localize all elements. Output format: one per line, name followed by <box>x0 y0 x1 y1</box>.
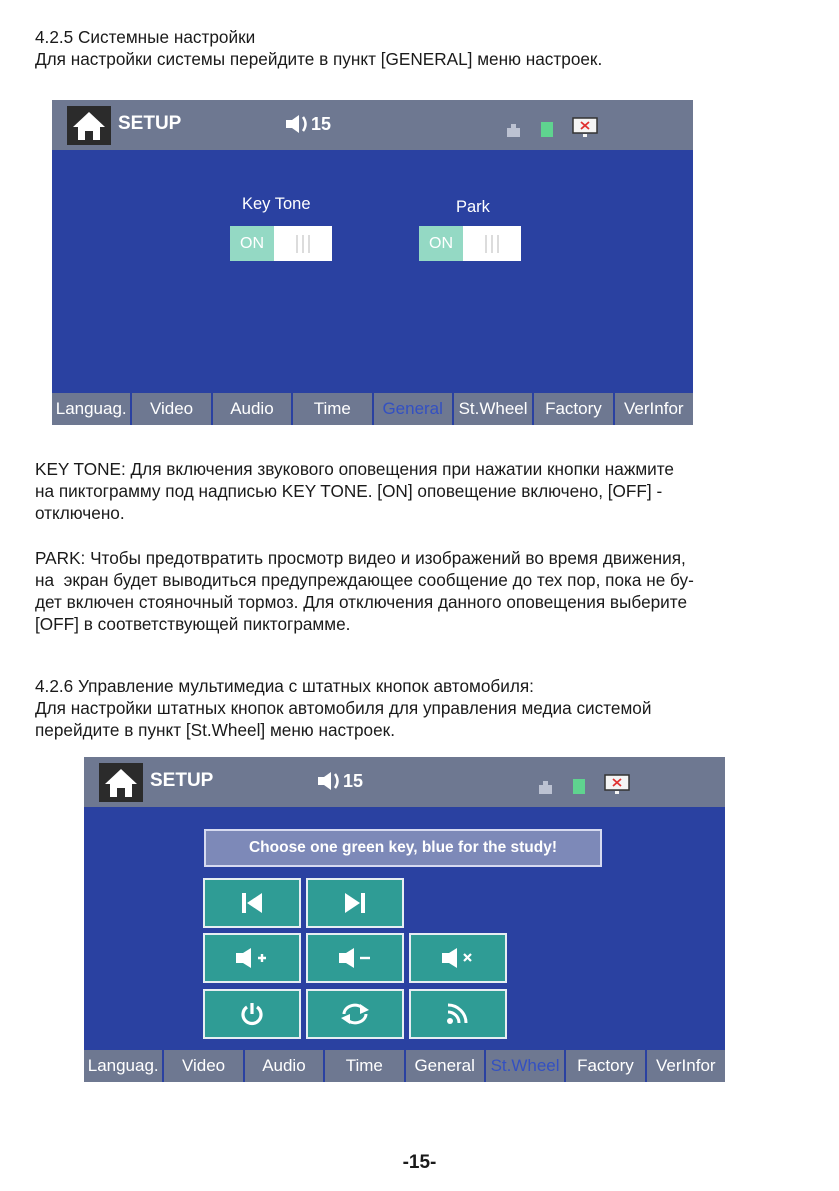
power-key[interactable] <box>203 989 301 1039</box>
top-bar <box>52 100 693 150</box>
power-icon <box>239 1001 265 1027</box>
section-heading: 4.2.6 Управление мультимедиа с штатных кнопок автомобиля: <box>35 676 534 696</box>
tab-audio[interactable]: Audio <box>243 1050 323 1082</box>
volume-up-key[interactable] <box>203 933 301 983</box>
section-4-2-6-block <box>35 675 810 741</box>
settings-tab-bar <box>84 1050 725 1082</box>
text-line: перейдите в пункт [St.Wheel] меню настроек. <box>35 720 395 740</box>
text-line: KEY TONE: Для включения звукового оповещения при нажатии кнопки нажмите <box>35 459 674 479</box>
tab-language[interactable]: Languag. <box>55 399 127 418</box>
volume-indicator[interactable] <box>316 770 363 792</box>
tab-factory[interactable]: Factory <box>564 1050 644 1082</box>
text-line: дет включен стояночный тормоз. Для отключения данного оповещения выберите <box>35 592 688 612</box>
bluetooth-status-icon <box>539 785 552 794</box>
volume-down-key[interactable] <box>306 933 404 983</box>
tab-language[interactable]: Languag. <box>87 1056 159 1075</box>
tab-video[interactable]: Video <box>130 393 210 425</box>
tab-time[interactable]: Time <box>323 1050 403 1082</box>
toggle-grip-icon <box>463 226 521 261</box>
bluetooth-status-icon <box>507 128 520 137</box>
next-track-icon <box>342 892 368 914</box>
radio-band-key[interactable] <box>409 989 507 1039</box>
mute-icon <box>440 947 476 969</box>
volume-value: 15 <box>343 770 364 791</box>
prev-track-key[interactable] <box>203 878 301 928</box>
park-label: Park <box>456 198 490 216</box>
toggle-grip-icon <box>274 226 332 261</box>
key-tone-state: ON <box>230 226 274 261</box>
setup-title: SETUP <box>118 113 182 134</box>
text-line: Для настройки штатных кнопок автомобиля для управления медиа системой <box>35 698 652 718</box>
volume-indicator[interactable] <box>284 113 331 135</box>
key-tone-description <box>35 458 810 524</box>
text-line: на экран будет выводиться предупреждающее сообщение до тех пор, пока не бу- <box>35 570 694 590</box>
speaker-icon <box>316 770 342 792</box>
battery-status-icon <box>573 779 585 794</box>
key-tone-label: Key Tone <box>242 195 311 213</box>
home-icon <box>71 110 107 142</box>
text-line: на пиктограмму под надписью KEY TONE. [ON] оповещение включено, [OFF] - <box>35 481 663 501</box>
tab-video[interactable]: Video <box>162 1050 242 1082</box>
status-icons <box>537 769 647 797</box>
radio-band-icon <box>445 1002 471 1026</box>
next-track-key[interactable] <box>306 878 404 928</box>
park-state: ON <box>419 226 463 261</box>
park-description <box>35 547 810 635</box>
tab-time[interactable]: Time <box>291 393 371 425</box>
prev-track-icon <box>239 892 265 914</box>
volume-up-icon <box>234 947 270 969</box>
battery-status-icon <box>541 122 553 137</box>
home-button[interactable] <box>67 106 111 145</box>
page-number: -15- <box>402 1152 437 1173</box>
status-icons <box>505 112 615 140</box>
tab-general[interactable]: General <box>372 393 452 425</box>
home-button[interactable] <box>99 763 143 802</box>
tab-factory[interactable]: Factory <box>532 393 612 425</box>
tab-audio[interactable]: Audio <box>211 393 291 425</box>
source-switch-icon <box>338 1001 372 1027</box>
tab-verinfor[interactable]: VerInfor <box>645 1050 725 1082</box>
settings-tab-bar <box>52 393 693 425</box>
tab-general[interactable]: General <box>404 1050 484 1082</box>
key-tone-toggle[interactable] <box>230 226 332 261</box>
source-switch-key[interactable] <box>306 989 404 1039</box>
tab-st-wheel[interactable]: St.Wheel <box>484 1050 564 1082</box>
mute-key[interactable] <box>409 933 507 983</box>
section-intro: Для настройки системы перейдите в пункт [GENERAL] меню настроек. <box>35 49 603 69</box>
text-line: [OFF] в соответствующей пиктограмме. <box>35 614 351 634</box>
text-line: PARK: Чтобы предотвратить просмотр видео и изображений во время движения, <box>35 548 686 568</box>
setup-title: SETUP <box>150 770 214 791</box>
top-bar <box>84 757 725 807</box>
tab-verinfor[interactable]: VerInfor <box>613 393 693 425</box>
park-toggle[interactable] <box>419 226 521 261</box>
home-icon <box>103 767 139 799</box>
tab-st-wheel[interactable]: St.Wheel <box>452 393 532 425</box>
setup-screen-general <box>52 100 693 425</box>
section-heading: 4.2.5 Системные настройки <box>35 27 256 47</box>
section-4-2-5-block <box>35 26 810 70</box>
volume-down-icon <box>337 947 373 969</box>
speaker-icon <box>284 113 310 135</box>
instruction-banner: Choose one green key, blue for the study! <box>204 829 602 867</box>
volume-value: 15 <box>311 113 332 134</box>
setup-screen-st-wheel <box>84 757 725 1082</box>
text-line: отключено. <box>35 503 125 523</box>
